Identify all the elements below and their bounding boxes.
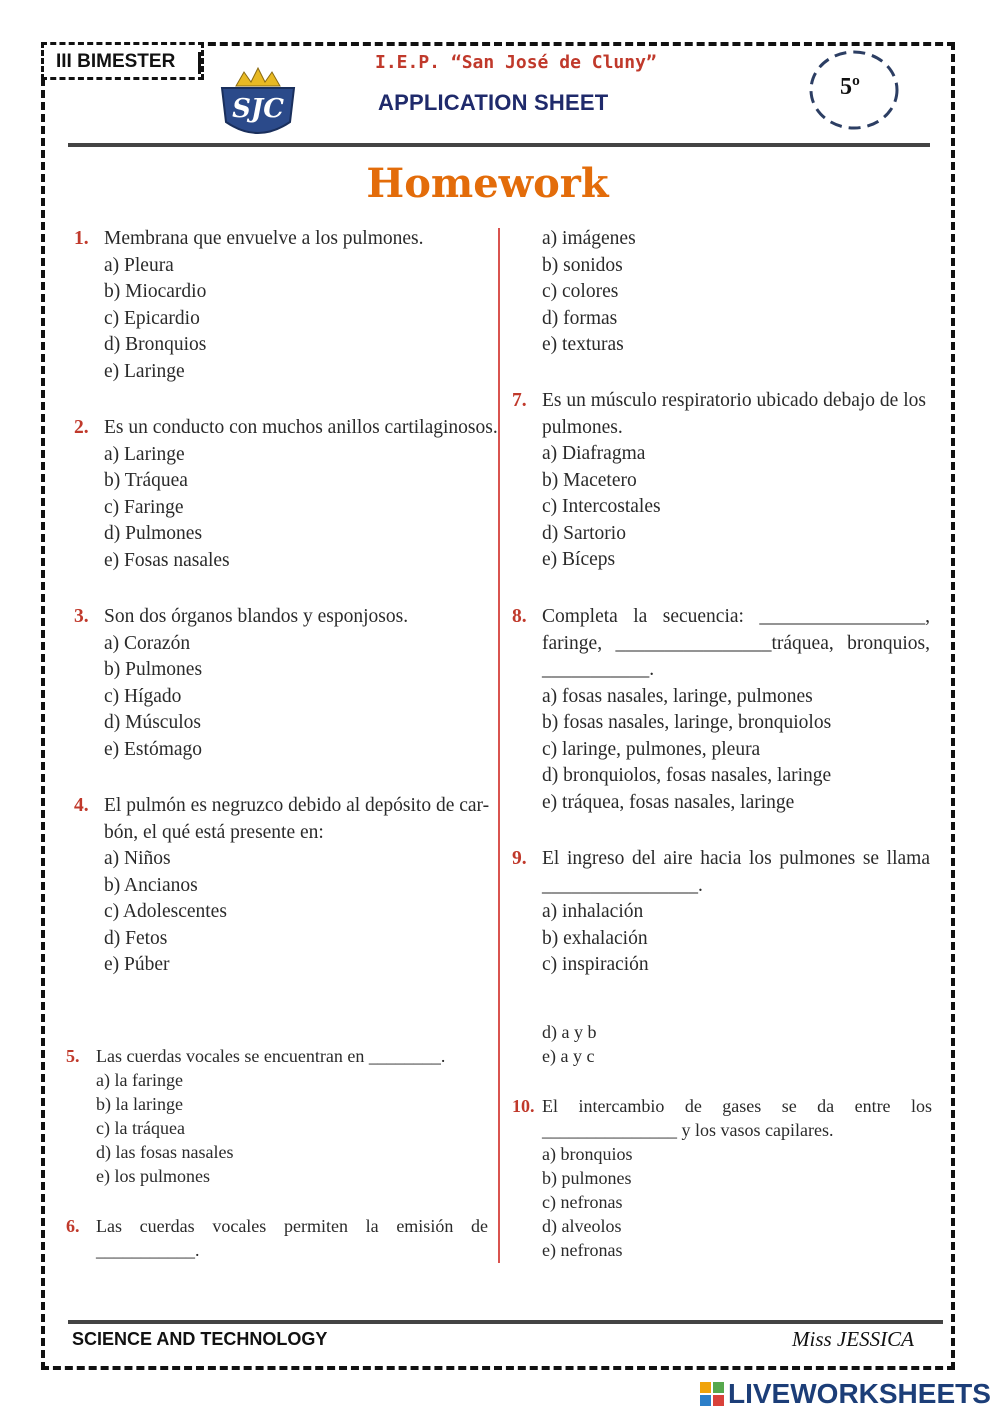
option[interactable]: b) pulmones (542, 1168, 632, 1188)
teacher-name: Miss JESSICA (792, 1327, 914, 1351)
option[interactable]: a) Corazón (104, 632, 191, 654)
option[interactable]: c) la tráquea (96, 1118, 185, 1138)
question-stem: Es un conducto con muchos anillos cartilaginosos. (104, 417, 498, 438)
bimester-label: III BIMESTER (41, 42, 204, 80)
option[interactable]: a) Pleura (104, 254, 174, 276)
question-number: 1. (74, 228, 89, 249)
option[interactable]: b) fosas nasales, laringe, bronquiolos (542, 712, 832, 733)
option[interactable]: d) Bronquios (104, 334, 207, 355)
option[interactable]: b) sonidos (542, 254, 623, 276)
option[interactable]: b) Macetero (542, 469, 637, 491)
option[interactable]: e) nefronas (542, 1240, 623, 1260)
column-divider (498, 228, 500, 1263)
option[interactable]: c) inspiración (542, 954, 649, 975)
question-3 (74, 604, 408, 763)
school-logo (218, 64, 298, 144)
footer-rule (68, 1320, 943, 1324)
option[interactable]: b) la laringe (96, 1094, 183, 1114)
question-stem: Las cuerdas vocales se encuentran en ________. (96, 1046, 446, 1066)
option[interactable]: e) los pulmones (96, 1166, 210, 1186)
option[interactable]: c) Adolescentes (104, 901, 227, 922)
question-5 (66, 1044, 445, 1188)
brand-text: LIVEWORKSHEETS (728, 1378, 991, 1409)
question-number: 8. (512, 606, 527, 627)
option[interactable]: b) Miocardio (104, 281, 207, 302)
option[interactable]: a) imágenes (542, 228, 636, 249)
question-stem: Las cuerdas vocales permiten la emisión de (96, 1216, 488, 1236)
option[interactable]: c) Hígado (104, 685, 182, 707)
question-stem-line-2: ___________. (96, 1240, 200, 1260)
grade-label: 5º (840, 74, 860, 100)
question-stem-line-2: faringe, ________________tráquea, bronquios, (542, 632, 930, 654)
option[interactable]: a) Diafragma (542, 443, 646, 464)
question-number: 10. (512, 1096, 535, 1116)
option[interactable]: d) bronquiolos, fosas nasales, laringe (542, 765, 832, 786)
option[interactable]: d) Pulmones (104, 523, 203, 544)
question-7 (512, 388, 926, 574)
option[interactable]: b) Ancianos (104, 874, 198, 896)
option[interactable]: c) nefronas (542, 1192, 623, 1212)
option[interactable]: b) exhalación (542, 927, 648, 949)
question-stem: El ingreso del aire hacia los pulmones se llama (542, 848, 930, 869)
option[interactable]: e) a y c (542, 1046, 595, 1066)
option[interactable]: c) Faringe (104, 496, 184, 518)
bimester-divider (198, 52, 201, 74)
question-stem: Es un músculo respiratorio ubicado debajo de los (542, 390, 926, 411)
question-4 (74, 793, 489, 979)
header-rule (68, 143, 930, 147)
question-stem-line-3: ___________. (542, 659, 655, 680)
option[interactable]: a) la faringe (96, 1070, 183, 1090)
option[interactable]: b) Pulmones (104, 659, 203, 680)
question-number: 2. (74, 417, 89, 438)
school-name: I.E.P. “San José de Cluny” (375, 52, 657, 73)
option[interactable]: d) Sartorio (542, 522, 626, 544)
option[interactable]: c) Intercostales (542, 496, 661, 517)
question-10 (512, 1094, 932, 1262)
option[interactable]: e) Púber (104, 954, 170, 975)
option[interactable]: c) colores (542, 281, 619, 302)
option[interactable]: e) Fosas nasales (104, 549, 230, 571)
question-9 (512, 846, 930, 979)
option[interactable]: e) Bíceps (542, 549, 616, 570)
question-stem-line-2: pulmones. (542, 416, 623, 438)
liveworksheets-logo-icon (700, 1382, 724, 1406)
option[interactable]: e) Laringe (104, 360, 185, 382)
question-number: 7. (512, 390, 527, 411)
question-1 (74, 226, 424, 385)
liveworksheets-brand[interactable] (700, 1378, 991, 1410)
question-number: 6. (66, 1216, 80, 1236)
option[interactable]: d) Fetos (104, 927, 168, 949)
subject-label: SCIENCE AND TECHNOLOGY (72, 1329, 328, 1349)
option[interactable]: a) inhalación (542, 901, 644, 922)
option[interactable]: e) tráquea, fosas nasales, laringe (542, 791, 795, 813)
option[interactable]: d) las fosas nasales (96, 1142, 234, 1162)
option[interactable]: d) Músculos (104, 712, 201, 733)
question-stem: El pulmón es negruzco debido al depósito de car- (104, 795, 490, 816)
sheet-title: APPLICATION SHEET (378, 90, 609, 115)
question-number: 5. (66, 1046, 80, 1066)
option[interactable]: b) Tráquea (104, 470, 188, 491)
option[interactable]: a) bronquios (542, 1144, 633, 1164)
question-stem-line-2: bón, el qué está presente en: (104, 821, 324, 843)
option[interactable]: d) a y b (542, 1022, 597, 1042)
option[interactable]: a) fosas nasales, laringe, pulmones (542, 685, 813, 707)
option[interactable]: a) Laringe (104, 443, 185, 465)
question-number: 3. (74, 606, 89, 627)
page-title: Homework (366, 160, 609, 207)
option[interactable]: e) texturas (542, 334, 624, 355)
option[interactable]: d) formas (542, 307, 618, 329)
question-stem: Completa la secuencia: _________________, (542, 606, 930, 627)
question-stem: Son dos órganos blandos y esponjosos. (104, 606, 409, 627)
question-6-options (512, 226, 636, 359)
option[interactable]: c) laringe, pulmones, pleura (542, 738, 761, 760)
option[interactable]: d) alveolos (542, 1216, 622, 1236)
question-stem: Membrana que envuelve a los pulmones. (104, 228, 424, 249)
question-2 (74, 415, 498, 574)
logo-text: SJC (232, 94, 284, 124)
option[interactable]: e) Estómago (104, 738, 203, 760)
option[interactable]: a) Niños (104, 848, 171, 869)
question-number: 4. (74, 795, 89, 816)
question-stem-line-2: ________________. (542, 874, 703, 896)
question-9-extra-options (512, 1020, 596, 1068)
question-6 (66, 1214, 488, 1262)
question-stem-line-2: _______________ y los vasos capilares. (542, 1120, 834, 1140)
question-8 (512, 604, 930, 816)
question-stem: El intercambio de gases se da entre los (542, 1096, 932, 1116)
option[interactable]: c) Epicardio (104, 307, 200, 329)
question-number: 9. (512, 848, 527, 869)
